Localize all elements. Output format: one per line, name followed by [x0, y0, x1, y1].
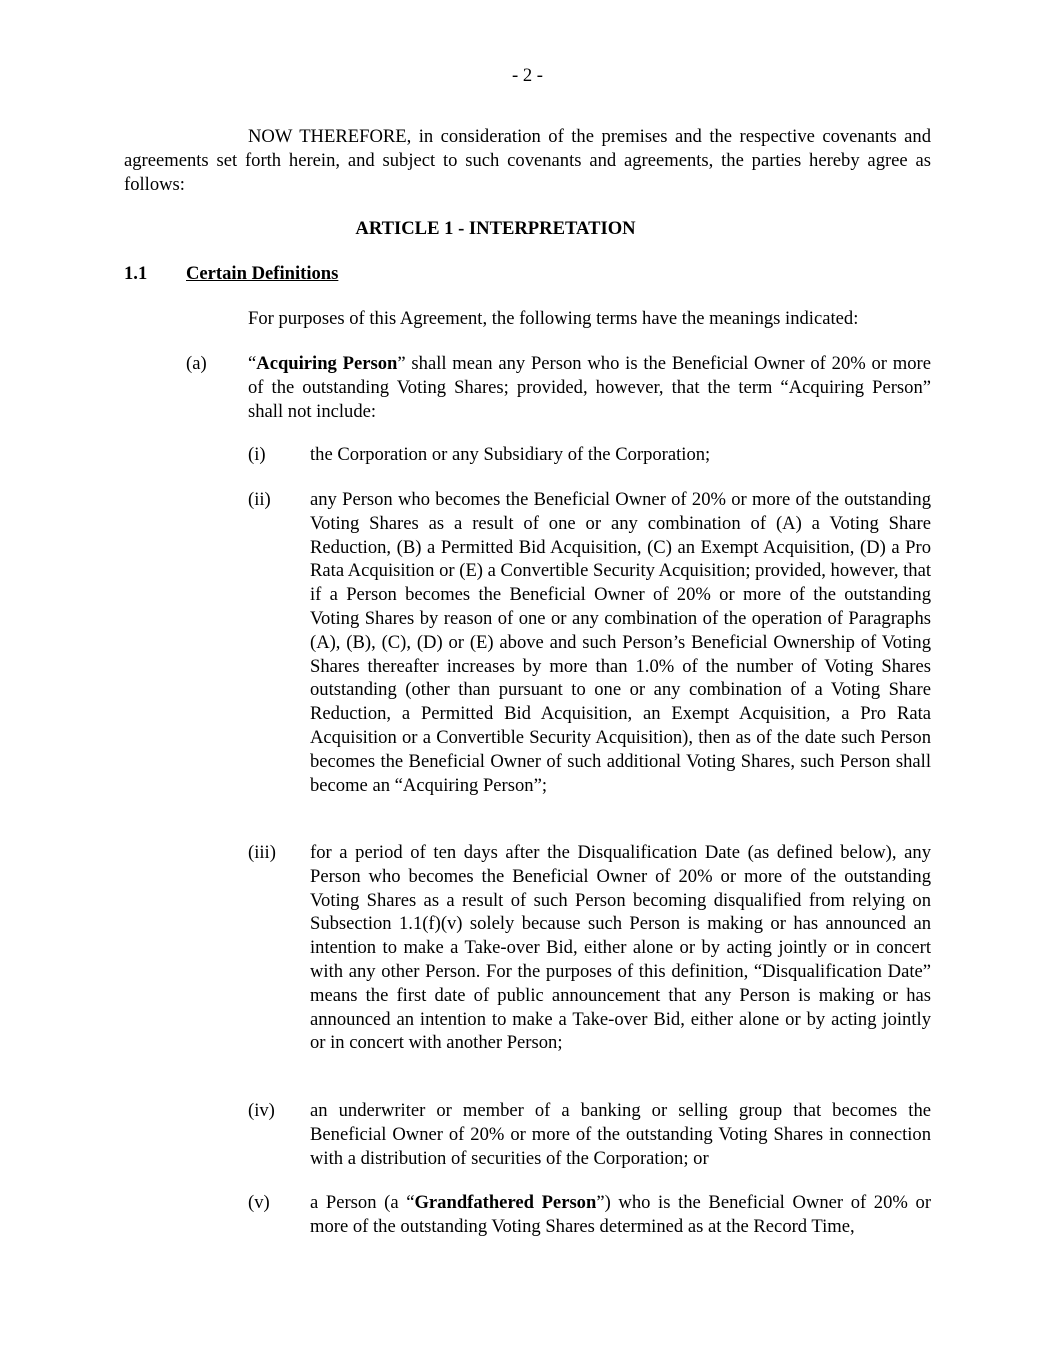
definition-a-text: ” shall mean any Person who is the Beneficial Owner of 20% or more of the outstanding Voting Shares; provided, however, that the term “Acquiring Person” shall not include:	[248, 353, 931, 422]
subitem-v-text-before: a Person (a “	[310, 1192, 415, 1213]
definition-a-label: (a)	[186, 353, 207, 374]
subitem-iv-label: (iv)	[248, 1100, 275, 1121]
definitions-lead: For purposes of this Agreement, the following terms have the meanings indicated:	[248, 308, 859, 329]
intro-paragraph: NOW THEREFORE, in consideration of the premises and the respective covenants and agreements set forth herein, and subject to such covenants and agreements, the parties hereby agree as follows:	[124, 126, 931, 195]
subitem-ii-text: any Person who becomes the Beneficial Owner of 20% or more of the outstanding Voting Shares as a result of one or any combination of (A) a Voting Share Reduction, (B) a Permitted Bid Acquisition, (C) an Exempt Acquisition, (D) a Pro Rata Acquisition or (E) a Convertible Security Acquisition; provided, however, that if a Person becomes the Beneficial Owner of 20% or more of the outstanding Voting Shares by reason of one or any combination of the operation of Paragraphs (A), (B), (C), (D) or (E) above and such Person’s Beneficial Ownership of Voting Shares thereafter increases by more than 1.0% of the number of Voting Shares outstanding (other than pursuant to one or any combination of a Voting Share Reduction, a Permitted Bid Acquisition, an Exempt Acquisition, a Pro Rata Acquisition or a Convertible Security Acquisition), then as of the date such Person becomes the Beneficial Owner of such additional Voting Shares, such Person shall become an “Acquiring Person”;	[310, 489, 931, 796]
article-heading: ARTICLE 1 - INTERPRETATION	[355, 218, 636, 239]
subitem-v-text	[310, 1191, 931, 1239]
subitem-v-text-after: ”) who is the Beneficial Owner of 20% or more of the outstanding Voting Shares determined as at the Record Time,	[310, 1192, 932, 1237]
section-title: Certain Definitions	[186, 263, 339, 284]
subitem-v-term: Grandfathered Person	[414, 1192, 597, 1213]
subitem-v-label: (v)	[248, 1192, 270, 1213]
subitem-i-label: (i)	[248, 444, 266, 465]
page-number: - 2 -	[512, 65, 543, 86]
definition-a-term: Acquiring Person	[256, 353, 398, 374]
subitem-i-text: the Corporation or any Subsidiary of the Corporation;	[310, 444, 711, 465]
definition-a-open-quote: “	[248, 353, 257, 374]
subitem-ii-label: (ii)	[248, 489, 271, 510]
subitem-iv-text: an underwriter or member of a banking or selling group that becomes the Beneficial Owner of 20% or more of the outstanding Voting Shares in connection with a distribution of securities of the Corporation; or	[310, 1100, 931, 1169]
definition-a	[248, 352, 931, 423]
subitem-iii-text: for a period of ten days after the Disqualification Date (as defined below), any Person who becomes the Beneficial Owner of 20% or more of the outstanding Voting Shares as a result of such Person becoming disqualified from relying on Subsection 1.1(f)(v) solely because such Person is making or has announced an intention to make a Take-over Bid, either alone or by acting jointly or in concert with any other Person. For the purposes of this definition, “Disqualification Date” means the first date of public announcement that any Person is making or has announced an intention to make a Take-over Bid, either alone or by acting jointly or in concert with another Person;	[310, 842, 931, 1054]
subitem-iii-label: (iii)	[248, 842, 276, 863]
section-number: 1.1	[124, 263, 148, 284]
